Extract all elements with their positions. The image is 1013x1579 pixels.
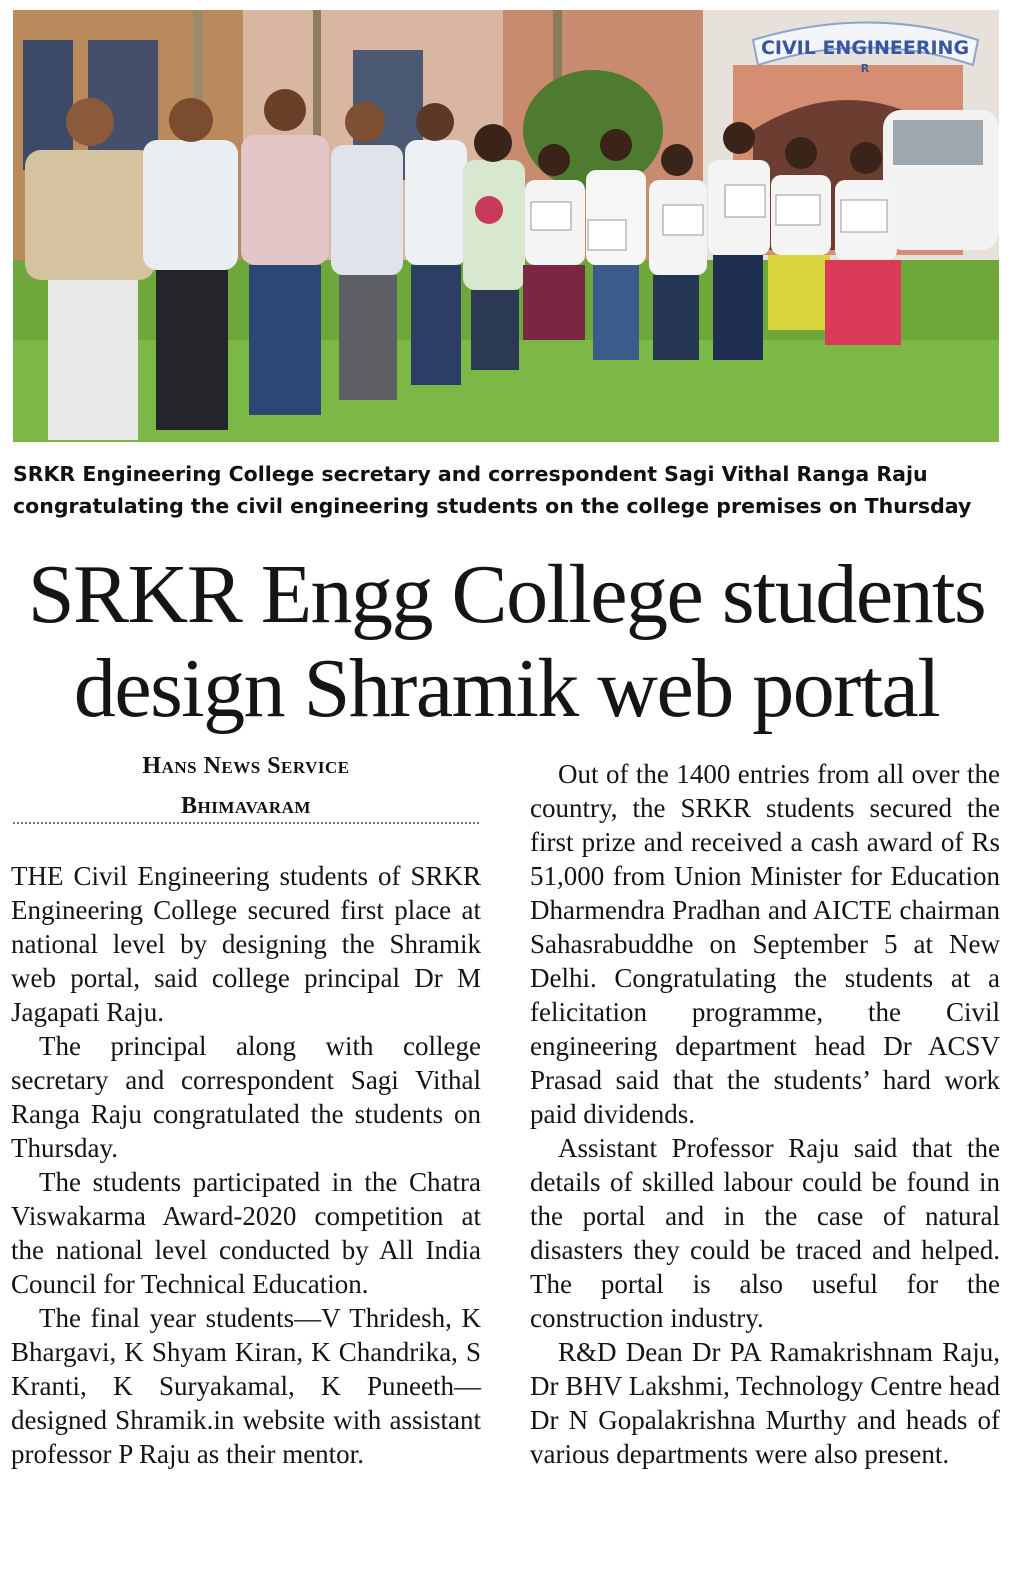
- paragraph: THE Civil Engineering students of SRKR Engineering College secured first place at national level by designing the Shramik web portal, said college principal Dr M Jagapati Raju.: [11, 861, 481, 1027]
- byline-divider: [13, 822, 479, 824]
- paragraph: R&D Dean Dr PA Ramakrishnam Raju, Dr BHV Lakshmi, Technology Centre head Dr N Gopalakrishna Murthy and heads of various departments were also present.: [530, 1337, 1000, 1469]
- paragraph: The principal along with college secretary and correspondent Sagi Vithal Ranga Raju congratulated the students on Thursday.: [11, 1031, 481, 1163]
- article-column-2: [530, 757, 1000, 1471]
- banner-text: CIVIL ENGINEERING: [760, 37, 970, 59]
- photo-caption: SRKR Engineering College secretary and correspondent Sagi Vithal Ranga Raju congratulating the civil engineering students on the college premises on Thursday: [13, 462, 972, 518]
- headline: [0, 548, 1013, 736]
- byline-agency: Hans News Service: [142, 753, 350, 779]
- byline: [13, 746, 479, 826]
- group-photo-illustration: [13, 10, 999, 442]
- headline-line-2: design Shramik web portal: [73, 642, 940, 735]
- banner-mark: R: [860, 62, 870, 75]
- paragraph: Assistant Professor Raju said that the details of skilled labour could be found in the portal and in the case of natural disasters they could be traced and helped. The portal is also useful for the construction industry.: [530, 1133, 1000, 1333]
- paragraph: Out of the 1400 entries from all over the country, the SRKR students secured the first prize and received a cash award of Rs 51,000 from Union Minister for Education Dharmendra Pradhan and AICTE chairman Sahasrabuddhe on September 5 at New Delhi. Congratulating the students at a felicitation programme, the Civil engineering department head Dr ACSV Prasad said that the students’ hard work paid dividends.: [530, 759, 1000, 1129]
- headline-line-1: SRKR Engg College students: [27, 548, 986, 641]
- paragraph: The students participated in the Chatra Viswakarma Award-2020 competition at the national level conducted by All India Council for Technical Education.: [11, 1167, 481, 1299]
- article-column-1: [11, 859, 481, 1471]
- news-photo: [13, 10, 999, 442]
- paragraph: The final year students—V Thridesh, K Bhargavi, K Shyam Kiran, K Chandrika, S Kranti, K Suryakamal, K Puneeth—designed Shramik.in website with assistant professor P Raju as their mentor.: [11, 1303, 481, 1469]
- byline-location: Bhimavaram: [181, 793, 311, 819]
